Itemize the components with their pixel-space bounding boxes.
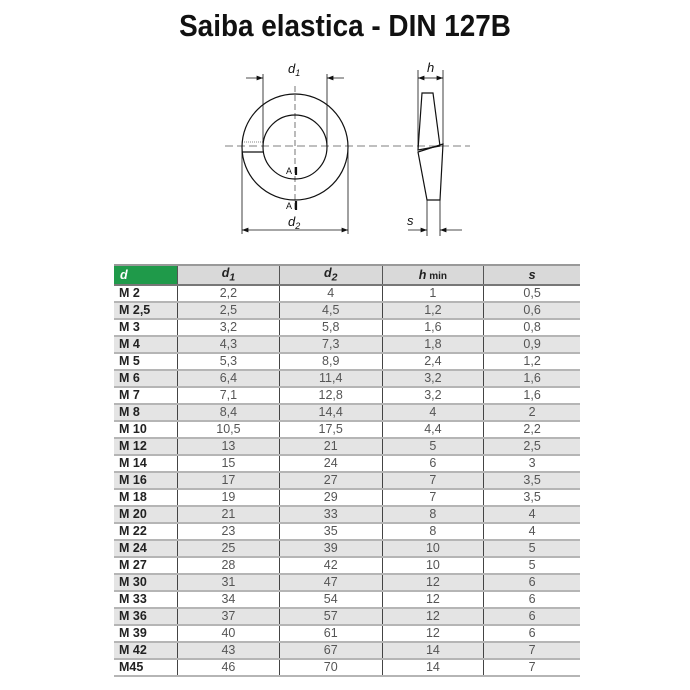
value-cell: 7 [382, 472, 484, 489]
section-a-label: A [286, 166, 293, 176]
table-row [114, 455, 580, 472]
value-cell: 8,9 [279, 353, 382, 370]
value-cell: 39 [279, 540, 382, 557]
thread-size-cell: M 39 [114, 625, 178, 642]
table-row [114, 659, 580, 676]
value-cell: 8,4 [178, 404, 280, 421]
value-cell: 3,2 [178, 319, 280, 336]
table-row [114, 387, 580, 404]
value-cell: 3,2 [382, 370, 484, 387]
value-cell: 2,5 [178, 302, 280, 319]
value-cell: 4,4 [382, 421, 484, 438]
value-cell: 5,8 [279, 319, 382, 336]
table-row [114, 370, 580, 387]
header-label: d [120, 267, 128, 282]
value-cell: 7 [484, 642, 580, 659]
thread-size-cell: M 6 [114, 370, 178, 387]
thread-size-cell: M 12 [114, 438, 178, 455]
value-cell: 46 [178, 659, 280, 676]
value-cell: 17 [178, 472, 280, 489]
value-cell: 7,1 [178, 387, 280, 404]
value-cell: 21 [279, 438, 382, 455]
value-cell: 3,2 [382, 387, 484, 404]
thread-size-cell: M 2 [114, 285, 178, 302]
thread-size-cell: M 14 [114, 455, 178, 472]
table-row [114, 353, 580, 370]
table-row [114, 506, 580, 523]
value-cell: 4,5 [279, 302, 382, 319]
s-label: s [407, 213, 414, 228]
value-cell: 2,5 [484, 438, 580, 455]
value-cell: 7 [382, 489, 484, 506]
value-cell: 6 [484, 625, 580, 642]
value-cell: 8 [382, 506, 484, 523]
thread-size-cell: M 24 [114, 540, 178, 557]
table-row [114, 540, 580, 557]
value-cell: 14 [382, 659, 484, 676]
table-row [114, 421, 580, 438]
value-cell: 57 [279, 608, 382, 625]
table-row [114, 557, 580, 574]
d1-label: $d_1$ [288, 61, 301, 78]
value-cell: 1,6 [382, 319, 484, 336]
value-cell: 1,2 [484, 353, 580, 370]
value-cell: 12 [382, 608, 484, 625]
value-cell: 27 [279, 472, 382, 489]
washer-drawing [0, 0, 690, 260]
value-cell: 1 [382, 285, 484, 302]
value-cell: 31 [178, 574, 280, 591]
value-cell: 2 [484, 404, 580, 421]
thread-size-cell: M 42 [114, 642, 178, 659]
value-cell: 0,6 [484, 302, 580, 319]
value-cell: 6 [484, 608, 580, 625]
header-subscript: 1 [229, 272, 236, 284]
value-cell: 43 [178, 642, 280, 659]
thread-size-cell: M45 [114, 659, 178, 676]
header-subscript: 2 [331, 272, 338, 284]
value-cell: 33 [279, 506, 382, 523]
value-cell: 70 [279, 659, 382, 676]
value-cell: 2,2 [484, 421, 580, 438]
value-cell: 14,4 [279, 404, 382, 421]
header-label: s [528, 267, 536, 282]
value-cell: 1,6 [484, 387, 580, 404]
thread-size-cell: M 3 [114, 319, 178, 336]
table-row [114, 591, 580, 608]
value-cell: 11,4 [279, 370, 382, 387]
header-subscript: min [426, 270, 447, 282]
value-cell: 13 [178, 438, 280, 455]
value-cell: 25 [178, 540, 280, 557]
header-label: h [418, 267, 427, 282]
value-cell: 0,8 [484, 319, 580, 336]
value-cell: 12 [382, 574, 484, 591]
value-cell: 47 [279, 574, 382, 591]
table-row [114, 574, 580, 591]
value-cell: 15 [178, 455, 280, 472]
value-cell: 3,5 [484, 489, 580, 506]
value-cell: 2,2 [178, 285, 280, 302]
header-label: d [323, 266, 332, 280]
value-cell: 5 [484, 557, 580, 574]
thread-size-cell: M 5 [114, 353, 178, 370]
value-cell: 4 [484, 506, 580, 523]
value-cell: 19 [178, 489, 280, 506]
value-cell: 40 [178, 625, 280, 642]
thread-size-cell: M 36 [114, 608, 178, 625]
h-label: h [427, 60, 435, 75]
value-cell: 10 [382, 540, 484, 557]
value-cell: 24 [279, 455, 382, 472]
dimension-lines [242, 70, 462, 236]
value-cell: 1,6 [484, 370, 580, 387]
value-cell: 12,8 [279, 387, 382, 404]
thread-size-cell: M 4 [114, 336, 178, 353]
table-row [114, 472, 580, 489]
thread-size-cell: M 2,5 [114, 302, 178, 319]
value-cell: 4 [382, 404, 484, 421]
value-cell: 17,5 [279, 421, 382, 438]
value-cell: 4 [484, 523, 580, 540]
value-cell: 7,3 [279, 336, 382, 353]
value-cell: 29 [279, 489, 382, 506]
value-cell: 54 [279, 591, 382, 608]
value-cell: 12 [382, 625, 484, 642]
value-cell: 5 [484, 540, 580, 557]
table-row [114, 404, 580, 421]
dimensions-table [114, 264, 580, 677]
value-cell: 5 [382, 438, 484, 455]
column-header [114, 265, 178, 285]
column-header [382, 265, 484, 285]
value-cell: 21 [178, 506, 280, 523]
value-cell: 1,2 [382, 302, 484, 319]
value-cell: 6 [484, 574, 580, 591]
table-row [114, 319, 580, 336]
value-cell: 4,3 [178, 336, 280, 353]
value-cell: 14 [382, 642, 484, 659]
value-cell: 0,5 [484, 285, 580, 302]
value-cell: 34 [178, 591, 280, 608]
table-row [114, 336, 580, 353]
value-cell: 6 [484, 591, 580, 608]
value-cell: 10 [382, 557, 484, 574]
value-cell: 7 [484, 659, 580, 676]
value-cell: 1,8 [382, 336, 484, 353]
value-cell: 28 [178, 557, 280, 574]
thread-size-cell: M 20 [114, 506, 178, 523]
value-cell: 35 [279, 523, 382, 540]
value-cell: 3 [484, 455, 580, 472]
table-row [114, 438, 580, 455]
value-cell: 10,5 [178, 421, 280, 438]
thread-size-cell: M 8 [114, 404, 178, 421]
table-row [114, 523, 580, 540]
thread-size-cell: M 27 [114, 557, 178, 574]
header-label: d [221, 266, 230, 280]
value-cell: 4 [279, 285, 382, 302]
section-a-label: A [286, 201, 293, 211]
thread-size-cell: M 22 [114, 523, 178, 540]
value-cell: 2,4 [382, 353, 484, 370]
value-cell: 67 [279, 642, 382, 659]
value-cell: 8 [382, 523, 484, 540]
value-cell: 37 [178, 608, 280, 625]
table-row [114, 302, 580, 319]
table-row [114, 625, 580, 642]
thread-size-cell: M 33 [114, 591, 178, 608]
value-cell: 42 [279, 557, 382, 574]
thread-size-cell: M 16 [114, 472, 178, 489]
column-header [279, 265, 382, 285]
washer-side-view [418, 93, 443, 200]
value-cell: 61 [279, 625, 382, 642]
thread-size-cell: M 30 [114, 574, 178, 591]
table-row [114, 489, 580, 506]
table-row [114, 285, 580, 302]
column-header [484, 265, 580, 285]
value-cell: 5,3 [178, 353, 280, 370]
thread-size-cell: M 18 [114, 489, 178, 506]
value-cell: 0,9 [484, 336, 580, 353]
d2-label: $d_2$ [288, 214, 301, 231]
thread-size-cell: M 7 [114, 387, 178, 404]
table-row [114, 608, 580, 625]
value-cell: 6,4 [178, 370, 280, 387]
table-row [114, 642, 580, 659]
thread-size-cell: M 10 [114, 421, 178, 438]
column-header [178, 265, 280, 285]
value-cell: 6 [382, 455, 484, 472]
value-cell: 23 [178, 523, 280, 540]
value-cell: 3,5 [484, 472, 580, 489]
page-title: Saiba elastica - DIN 127B [179, 8, 511, 43]
value-cell: 12 [382, 591, 484, 608]
